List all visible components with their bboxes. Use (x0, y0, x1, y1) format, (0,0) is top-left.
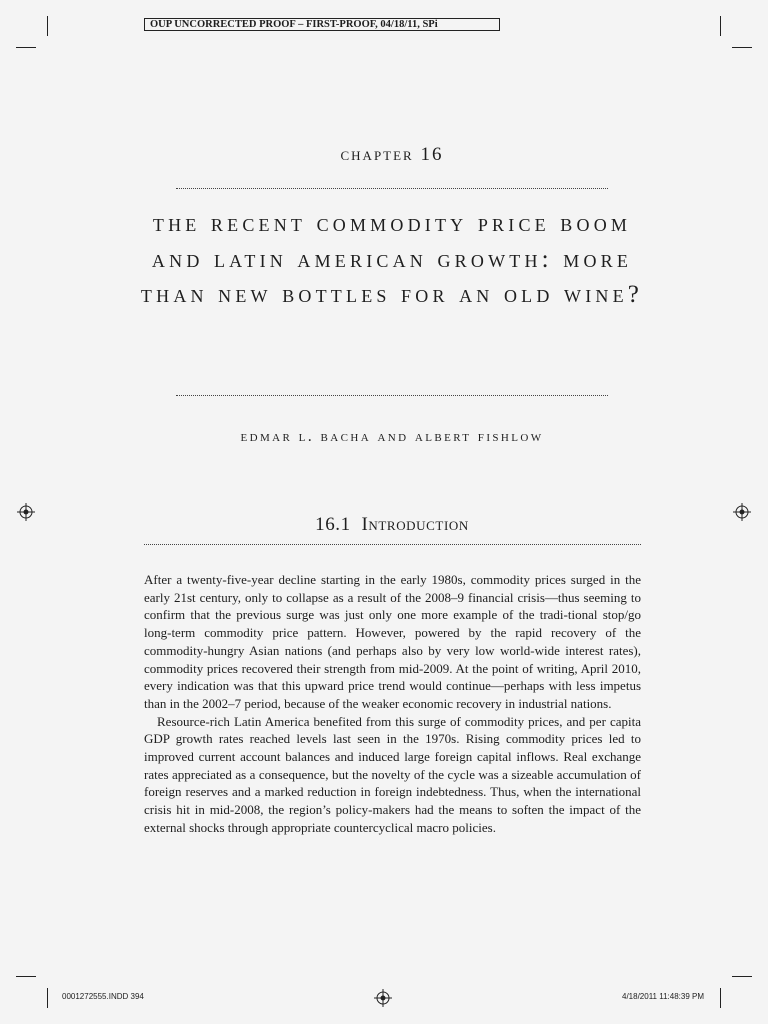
chapter-authors: edmar l. bacha and albert fishlow (240, 428, 544, 445)
chapter-label: chapter 16 (340, 144, 444, 165)
footer-file: 0001272555.INDD 394 (62, 992, 144, 1001)
section-number: 16.1 (315, 514, 351, 535)
crop-mark-top-right (720, 16, 721, 36)
section-rule (144, 544, 641, 545)
crop-mark-top-left (47, 16, 48, 36)
paragraph: After a twenty-five-year decline starting in the early 1980s, commodity prices surged in the early 21st century, only to collapse as a result of the 2008–9 financial crisis—thus seeming to confirm that the previous surge was just only one more example of the tradi-tional stop/go long-term commodity price pattern. However, powered by the rapid recovery of the commodity-hungry Asian nations (and perhaps also by very low world-wide interest rates), commodity prices recovered their strength from mid-2009. At the point of writing, April 2010, every indication was that this upward price trend would continue—perhaps with less impetus than in the 2002–7 period, because of the weaker economic recovery in industrial nations. (144, 572, 641, 711)
crop-mark-bottom-right (720, 988, 721, 1008)
proof-header: OUP UNCORRECTED PROOF – FIRST-PROOF, 04/18/11, SPi (144, 18, 500, 31)
chapter-title: the recent commodity price boom and latin american growth: more than new bottles for an old wine? (140, 210, 644, 308)
crop-mark-bottom-left (47, 988, 48, 1008)
section-heading (0, 514, 768, 536)
paragraph: Resource-rich Latin America benefited from this surge of commodity prices, and per capita GDP growth rates reached levels last seen in the 1970s. Rising commodity prices led to improved current account balances and induced large foreign capital inflows. Real exchange rates appreciated as a consequence, but the novelty of the cycle was a sizeable accumulation of foreign reserves and a marked reduction in foreign indebtedness. Thus, when the international crisis hit in mid-2008, the region’s policy-makers had the means to soften the impact of the external shocks through appropriate countercyclical macro policies. (144, 713, 641, 835)
title-rule-bottom (176, 395, 608, 396)
body-text (144, 571, 641, 837)
section-title: Introduction (361, 514, 469, 535)
crop-mark-top-left-h (16, 47, 36, 48)
registration-mark-icon (374, 989, 392, 1007)
crop-mark-bottom-left-h (16, 976, 36, 977)
title-rule-top (176, 188, 608, 189)
footer-timestamp: 4/18/2011 11:48:39 PM (622, 992, 704, 1001)
crop-mark-bottom-right-h (732, 976, 752, 977)
crop-mark-top-right-h (732, 47, 752, 48)
